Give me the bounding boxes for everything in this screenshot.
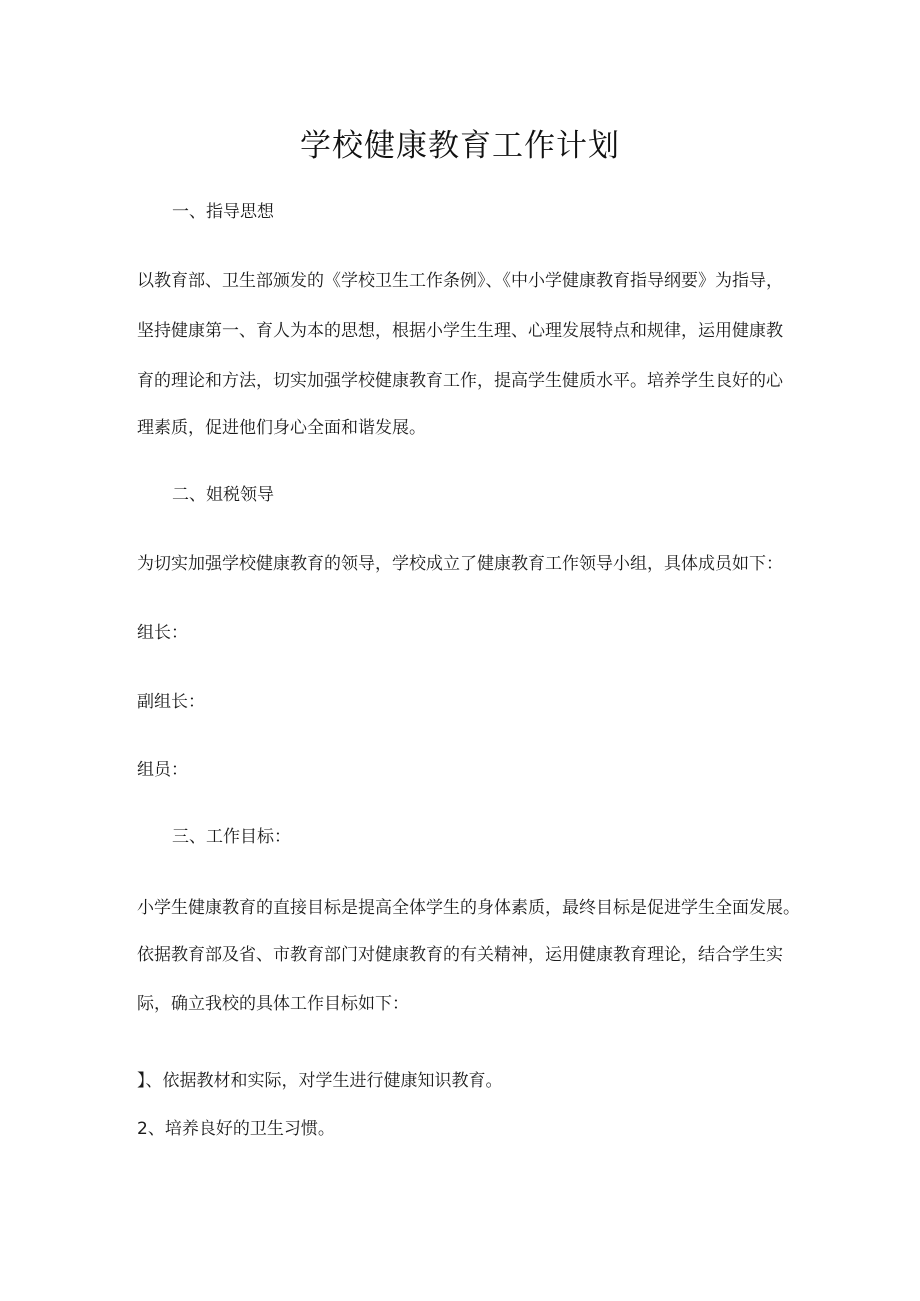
paragraph-line: 理素质，促进他们身心全面和谐发展。 <box>137 418 426 438</box>
vice-leader-label: 副组长： <box>137 692 205 712</box>
paragraph-line: 育的理论和方法，切实加强学校健康教育工作，提高学生健质水平。培养学生良好的心 <box>137 371 783 391</box>
paragraph-line: 坚持健康第一、育人为本的思想，根据小学生生理、心理发展特点和规律，运用健康教 <box>137 321 783 341</box>
paragraph-line: 际，确立我校的具体工作目标如下： <box>137 994 409 1014</box>
section-heading-leadership: 二、姐税领导 <box>172 485 274 505</box>
paragraph-line: 为切实加强学校健康教育的领导，学校成立了健康教育工作领导小组，具体成员如下： <box>137 554 783 574</box>
goal-list-item: 2、培养良好的卫生习惯。 <box>137 1119 335 1139</box>
section-heading-guiding-ideology: 一、指导思想 <box>172 202 274 222</box>
members-label: 组员： <box>137 760 188 780</box>
leader-label: 组长： <box>137 623 188 643</box>
section-heading-work-goals: 三、工作目标： <box>172 827 291 847</box>
goal-list-item: 】、依据教材和实际，对学生进行健康知识教育。 <box>137 1071 503 1091</box>
paragraph-line: 依据教育部及省、市教育部门对健康教育的有关精神，运用健康教育理论，结合学生实 <box>137 945 783 965</box>
paragraph-line: 以教育部、卫生部颁发的《学校卫生工作条例》、《中小学健康教育指导纲要》为指导， <box>137 271 783 291</box>
page-title: 学校健康教育工作计划 <box>300 128 620 164</box>
paragraph-line: 小学生健康教育的直接目标是提高全体学生的身体素质，最终目标是促进学生全面发展。 <box>137 898 800 918</box>
